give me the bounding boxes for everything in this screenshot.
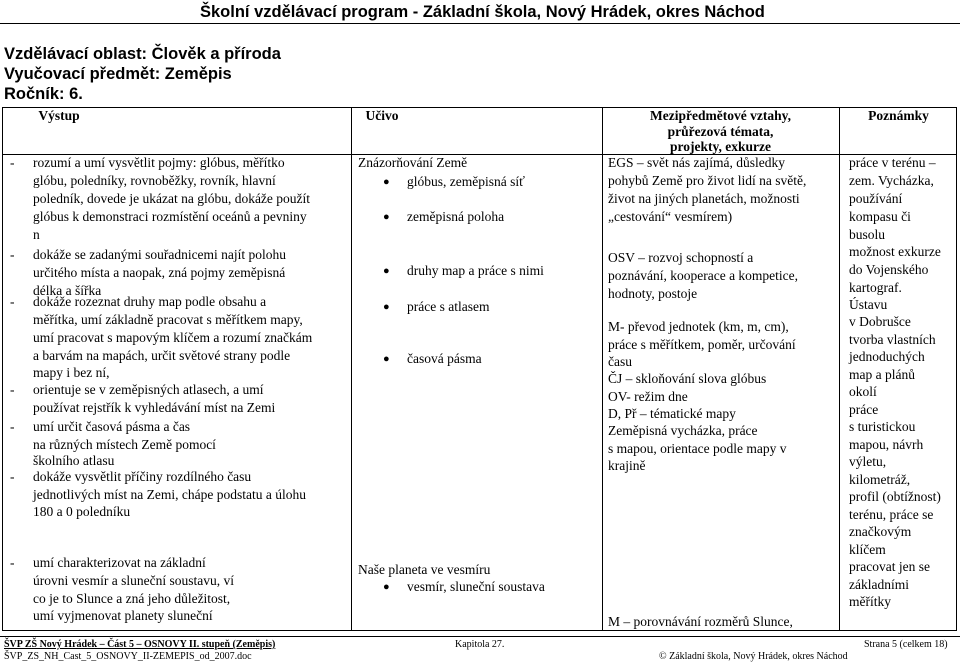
notes-line: busolu	[849, 227, 886, 242]
cross-curricular-line: poznávání, kooperace a kompetice,	[608, 268, 799, 283]
notes-line: kartograf.	[849, 280, 902, 295]
notes-line: práce	[849, 402, 879, 417]
output-line: jednotlivých míst na Zemi, chápe podstatu a úlohu	[33, 487, 306, 502]
output-line: co je to Slunce a zná jeho důležitost,	[33, 591, 231, 606]
cross-curricular-line: s mapou, orientace podle mapy v	[608, 441, 787, 456]
column-header-cross-curricular: Mezipředmětové vztahy,	[650, 108, 791, 123]
output-line: měřítka, umí základně pracovat s měřítkem mapy,	[33, 312, 303, 327]
cross-curricular-line: času	[608, 354, 632, 369]
column-divider	[351, 107, 352, 631]
output-line: umí charakterizovat na základní	[33, 555, 206, 570]
output-line: n	[33, 227, 40, 242]
output-line: umí pracovat s mapovým klíčem a rozumí značkám	[33, 330, 313, 345]
bullet-icon: ●	[383, 301, 390, 313]
list-hyphen: -	[10, 294, 15, 309]
cross-curricular-line: D, Př – tématické mapy	[608, 406, 736, 421]
notes-line: do Vojenského	[849, 262, 929, 277]
notes-line: práce v terénu –	[849, 155, 936, 170]
notes-line: pracovat jen se	[849, 559, 930, 574]
cross-curricular-line: „cestování“ vesmírem)	[608, 209, 733, 224]
curriculum-topic-title: Znázorňování Země	[358, 155, 468, 170]
grade-label: Ročník: 6.	[4, 85, 83, 103]
footer-copyright: © Základní škola, Nový Hrádek, okres Náchod	[659, 651, 848, 662]
notes-line: s turistickou	[849, 419, 916, 434]
output-line: používat rejstřík k vyhledávání míst na Zemi	[33, 400, 276, 415]
notes-line: možnost exkurze	[849, 244, 941, 259]
list-hyphen: -	[10, 419, 15, 434]
notes-line: výletu,	[849, 454, 887, 469]
output-line: poledník, dovede je ukázat na glóbu, dokáže použít	[33, 191, 311, 206]
output-line: dokáže vysvětlit příčiny rozdílného času	[33, 469, 252, 484]
column-header-cross-curricular: projekty, exkurze	[670, 139, 771, 154]
cross-curricular-line: Zeměpisná vycházka, práce	[608, 423, 758, 438]
output-line: umí určit časová pásma a čas	[33, 419, 191, 434]
curriculum-item: zeměpisná poloha	[407, 209, 505, 224]
list-hyphen: -	[10, 382, 15, 397]
notes-line: používání	[849, 191, 903, 206]
document-header-title: Školní vzdělávací program - Základní škola, Nový Hrádek, okres Náchod	[200, 3, 765, 21]
curriculum-topic-title: Naše planeta ve vesmíru	[358, 562, 491, 577]
cross-curricular-line: pohybů Země pro život lidí na světě,	[608, 173, 807, 188]
cross-curricular-line: EGS – svět nás zajímá, důsledky	[608, 155, 785, 170]
column-header-output: Výstup	[38, 108, 80, 123]
notes-line: mapou, návrh	[849, 437, 924, 452]
notes-line: jednoduchých	[849, 349, 925, 364]
cross-curricular-line: život na jiných planetách, možnosti	[608, 191, 800, 206]
footer-divider	[0, 636, 960, 637]
notes-line: měřítky	[849, 594, 891, 609]
output-line: umí vyjmenovat planety sluneční	[33, 608, 213, 623]
footer-page-number: Strana 5 (celkem 18)	[864, 639, 948, 650]
column-header-cross-curricular: průřezová témata,	[667, 124, 774, 139]
output-line: určitého místa a naopak, zná pojmy zeměpisná	[33, 265, 286, 280]
notes-line: terénu, práce se	[849, 507, 934, 522]
subject-name: Vyučovací předmět: Zeměpis	[4, 65, 232, 83]
output-line: orientuje se v zeměpisných atlasech, a umí	[33, 382, 264, 397]
list-hyphen: -	[10, 155, 15, 170]
output-line: úrovni vesmír a sluneční soustavu, ví	[33, 573, 234, 588]
output-line: na různých místech Země pomocí	[33, 437, 216, 452]
output-line: délka a šířka	[33, 283, 102, 298]
column-header-curriculum: Učivo	[365, 108, 399, 123]
output-line: rozumí a umí vysvětlit pojmy: glóbus, měřítko	[33, 155, 285, 170]
list-hyphen: -	[10, 247, 15, 262]
output-line: glóbus k demonstraci rozmístění oceánů a pevniny	[33, 209, 307, 224]
notes-line: okolí	[849, 384, 877, 399]
curriculum-item: vesmír, sluneční soustava	[407, 579, 545, 594]
column-header-notes: Poznámky	[868, 108, 929, 123]
notes-line: Ústavu	[849, 297, 888, 312]
footer-document-title: ŠVP ZŠ Nový Hrádek – Část 5 – OSNOVY II. stupeň (Zeměpis)	[4, 639, 276, 650]
curriculum-item: časová pásma	[407, 351, 482, 366]
bullet-icon: ●	[383, 211, 390, 223]
cross-curricular-line: hodnoty, postoje	[608, 286, 698, 301]
cross-curricular-line: OSV – rozvoj schopností a	[608, 250, 754, 265]
list-hyphen: -	[10, 555, 15, 570]
bullet-icon: ●	[383, 353, 390, 365]
cross-curricular-line: krajině	[608, 458, 646, 473]
list-hyphen: -	[10, 469, 15, 484]
bullet-icon: ●	[383, 265, 390, 277]
notes-line: profil (obtížnost)	[849, 489, 941, 504]
cross-curricular-line: OV- režim dne	[608, 389, 688, 404]
bullet-icon: ●	[383, 176, 390, 188]
notes-line: základními	[849, 577, 909, 592]
notes-line: tvorba vlastních	[849, 332, 936, 347]
notes-line: map a plánů	[849, 367, 915, 382]
output-line: školního atlasu	[33, 453, 115, 468]
curriculum-item: práce s atlasem	[407, 299, 490, 314]
header-divider	[0, 23, 960, 24]
output-line: dokáže rozeznat druhy map podle obsahu a	[33, 294, 267, 309]
cross-curricular-line: ČJ – skloňování slova glóbus	[608, 371, 767, 386]
footer-chapter: Kapitola 27.	[455, 639, 505, 650]
column-divider	[839, 107, 840, 631]
notes-line: zem. Vycházka,	[849, 173, 934, 188]
bullet-icon: ●	[383, 581, 390, 593]
column-divider	[602, 107, 603, 631]
notes-line: v Dobrušce	[849, 314, 911, 329]
output-line: a barvám na mapách, určit světové strany podle	[33, 348, 291, 363]
cross-curricular-line: práce s měřítkem, poměr, určování	[608, 337, 796, 352]
educational-area: Vzdělávací oblast: Člověk a příroda	[4, 45, 281, 63]
cross-curricular-line: M – porovnávání rozměrů Slunce,	[608, 614, 793, 629]
notes-line: kompasu či	[849, 209, 911, 224]
output-line: dokáže se zadanými souřadnicemi najít polohu	[33, 247, 287, 262]
output-line: mapy i bez ní,	[33, 365, 110, 380]
output-line: 180 a 0 poledníku	[33, 504, 131, 519]
cross-curricular-line: M- převod jednotek (km, m, cm),	[608, 319, 789, 334]
notes-line: klíčem	[849, 542, 886, 557]
output-line: glóbu, poledníky, rovnoběžky, rovník, hlavní	[33, 173, 276, 188]
curriculum-item: druhy map a práce s nimi	[407, 263, 544, 278]
notes-line: značkovým	[849, 524, 912, 539]
curriculum-item: glóbus, zeměpisná síť	[407, 174, 525, 189]
footer-file-name: ŠVP_ZS_NH_Cast_5_OSNOVY_II-ZEMEPIS_od_2007.doc	[4, 651, 252, 662]
notes-line: kilometráž,	[849, 472, 911, 487]
